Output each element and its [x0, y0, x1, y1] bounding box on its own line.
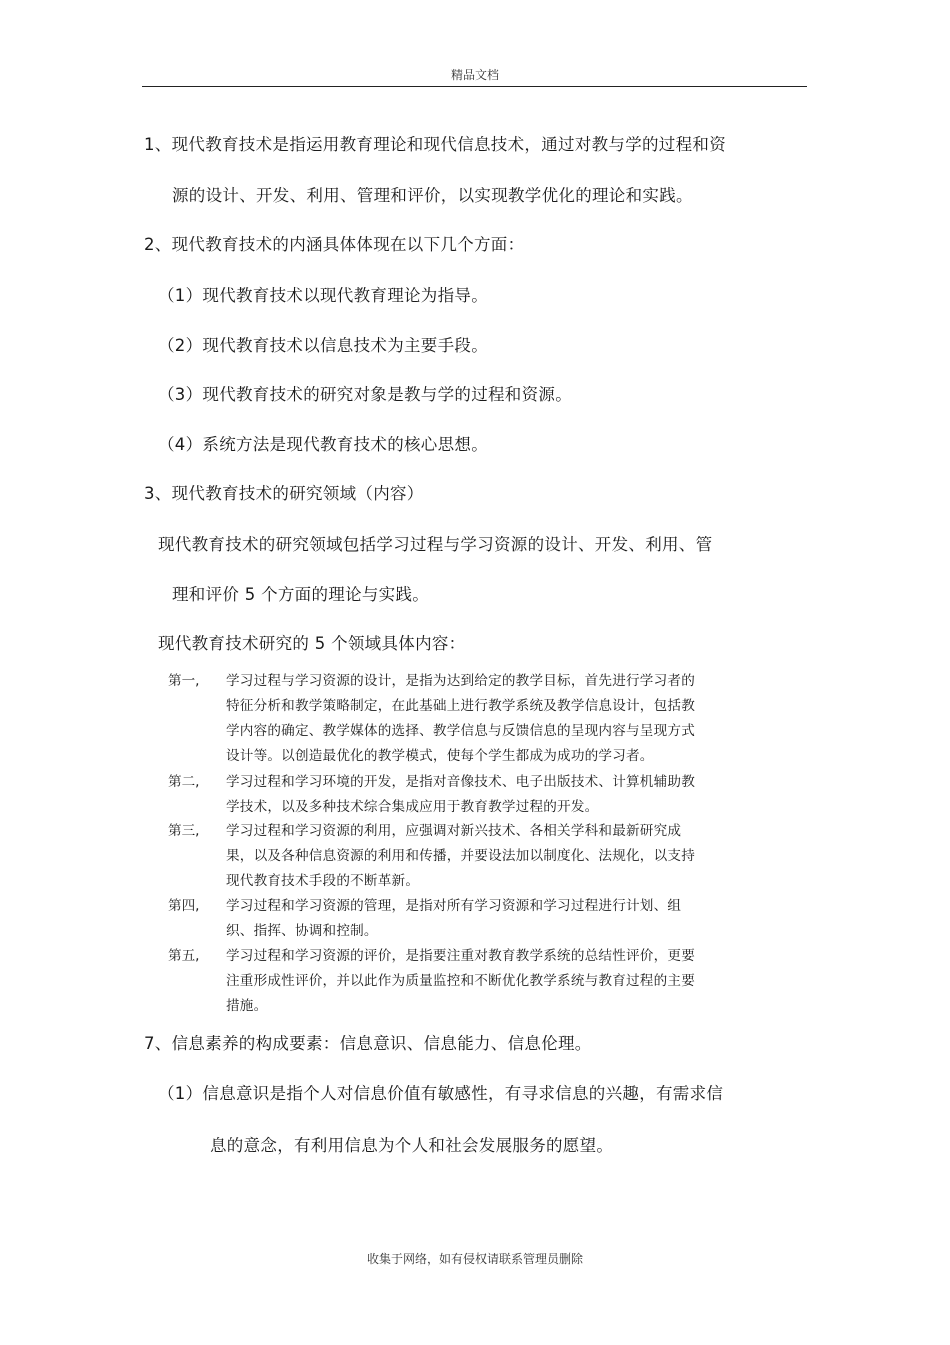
domain-5-line-3: 措施。	[226, 998, 268, 1014]
domain-1-line-2: 特征分析和教学策略制定，在此基础上进行教学系统及教学信息设计，包括教	[226, 698, 695, 714]
domain-3-line-1: 学习过程和学习资源的利用，应强调对新兴技术、各相关学科和最新研究成	[226, 823, 682, 839]
domain-2-line-2: 学技术，以及多种技术综合集成应用于教育教学过程的开发。	[226, 799, 599, 815]
item2-title: 2、现代教育技术的内涵具体体现在以下几个方面：	[144, 235, 525, 254]
domain-4-label: 第四,	[168, 898, 200, 914]
item2-sub-3: （3）现代教育技术的研究对象是教与学的过程和资源。	[158, 385, 572, 404]
item7-title: 7、信息素养的构成要素：信息意识、信息能力、信息伦理。	[144, 1034, 592, 1053]
domain-1-line-4: 设计等。以创造最优化的教学模式，使每个学生都成为成功的学习者。	[226, 748, 654, 764]
domain-5-line-2: 注重形成性评价，并以此作为质量监控和不断优化教学系统与教育过程的主要	[226, 973, 695, 989]
item2-sub-1: （1）现代教育技术以现代教育理论为指导。	[158, 286, 488, 305]
header-divider	[142, 86, 807, 87]
domain-3-line-2: 果，以及各种信息资源的利用和传播，并要设法加以制度化、法规化，以支持	[226, 848, 695, 864]
item1-line2: 源的设计、开发、利用、管理和评价，以实现教学优化的理论和实践。	[172, 186, 693, 205]
domain-3-line-3: 现代教育技术手段的不断革新。	[226, 873, 420, 889]
item3-intro: 现代教育技术研究的 5 个领域具体内容：	[158, 634, 466, 653]
item3-para-line2: 理和评价 5 个方面的理论与实践。	[172, 585, 430, 604]
domain-1-label: 第一,	[168, 673, 200, 689]
domain-2-label: 第二,	[168, 774, 200, 790]
item7-sub1-line2: 息的意念，有利用信息为个人和社会发展服务的愿望。	[210, 1136, 614, 1155]
domain-1-line-1: 学习过程与学习资源的设计，是指为达到给定的教学目标，首先进行学习者的	[226, 673, 695, 689]
item3-title: 3、现代教育技术的研究领域（内容）	[144, 484, 424, 503]
domain-5-line-1: 学习过程和学习资源的评价，是指要注重对教育教学系统的总结性评价，更要	[226, 948, 695, 964]
item2-sub-2: （2）现代教育技术以信息技术为主要手段。	[158, 336, 488, 355]
item1-line1: 1、现代教育技术是指运用教育理论和现代信息技术，通过对教与学的过程和资	[144, 135, 726, 154]
domain-2-line-1: 学习过程和学习环境的开发，是指对音像技术、电子出版技术、计算机辅助教	[226, 774, 695, 790]
domain-4-line-2: 织、指挥、协调和控制。	[226, 923, 378, 939]
domain-1-line-3: 学内容的确定、教学媒体的选择、教学信息与反馈信息的呈现内容与呈现方式	[226, 723, 695, 739]
page-header: 精品文档	[450, 68, 499, 82]
item7-sub1-line1: （1）信息意识是指个人对信息价值有敏感性，有寻求信息的兴趣，有需求信	[158, 1084, 724, 1103]
item2-sub-4: （4）系统方法是现代教育技术的核心思想。	[158, 435, 488, 454]
domain-5-label: 第五,	[168, 948, 200, 964]
item3-para-line1: 现代教育技术的研究领域包括学习过程与学习资源的设计、开发、利用、管	[158, 535, 713, 554]
domain-3-label: 第三,	[168, 823, 200, 839]
domain-4-line-1: 学习过程和学习资源的管理，是指对所有学习资源和学习过程进行计划、组	[226, 898, 682, 914]
page-footer: 收集于网络，如有侵权请联系管理员删除	[366, 1252, 583, 1266]
